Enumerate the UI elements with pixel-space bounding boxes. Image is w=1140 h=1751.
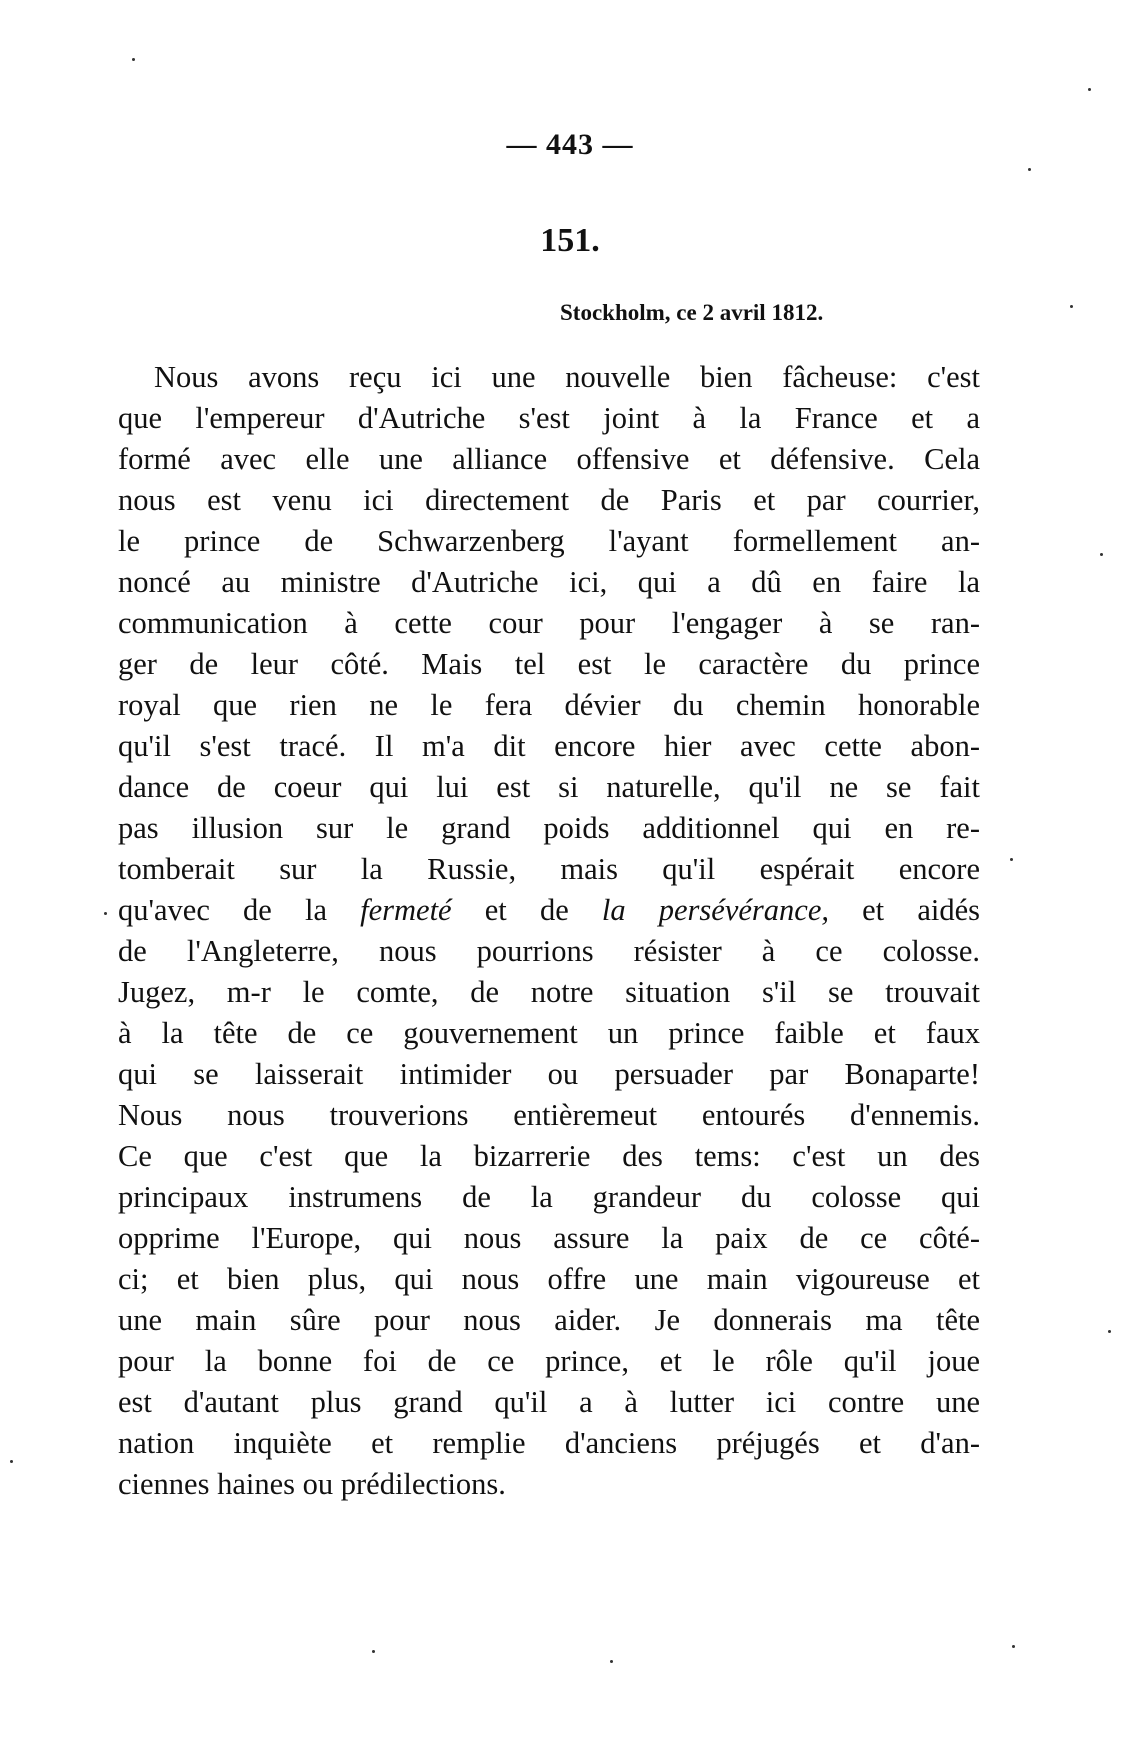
text-line: nous est venu ici directement de Paris et par courrier, [118,483,980,517]
text-line: pas illusion sur le grand poids additionnel qui en re- [118,811,980,845]
scan-speck [1108,1330,1111,1333]
scan-speck [1100,553,1103,556]
scan-speck [1010,858,1013,861]
page-number: — 443 — [506,128,634,161]
text-line: principaux instrumens de la grandeur du colosse qui [118,1180,980,1214]
text-line: royal que rien ne le fera dévier du chemin honorable [118,688,980,722]
text-line: pour la bonne foi de ce prince, et le rôle qu'il joue [118,1344,980,1378]
letter-body [118,357,980,1505]
text-line: formé avec elle une alliance offensive et défensive. Cela [118,442,980,476]
text-line: de l'Angleterre, nous pourrions résister à ce colosse. [118,934,980,968]
text-line: que l'empereur d'Autriche s'est joint à la France et a [118,401,980,435]
scan-speck [10,1460,13,1463]
text-line: tomberait sur la Russie, mais qu'il espérait encore [118,852,980,886]
letter-number: 151. [540,222,600,259]
italic-emphasis: fermeté [360,893,452,927]
text-line: communication à cette cour pour l'engager à se ran- [118,606,980,640]
text-line: ciennes haines ou prédilections. [118,1467,506,1501]
text-line-mixed [118,890,980,931]
scan-speck [1028,168,1031,171]
text-line: Jugez, m-r le comte, de notre situation s'il se trouvait [118,975,980,1009]
text-line: opprime l'Europe, qui nous assure la paix de ce côté- [118,1221,980,1255]
text-line: le prince de Schwarzenberg l'ayant formellement an- [118,524,980,558]
italic-emphasis: la persévérance, [601,893,829,927]
text-line: une main sûre pour nous aider. Je donnerais ma tête [118,1303,980,1337]
text-line: Nous nous trouverions entièremeut entourés d'ennemis. [118,1098,980,1132]
scan-speck [610,1660,613,1663]
text-line: ger de leur côté. Mais tel est le caractère du prince [118,647,980,681]
text-line: à la tête de ce gouvernement un prince faible et faux [118,1016,980,1050]
text-line: nation inquiète et remplie d'anciens préjugés et d'an- [118,1426,980,1460]
scan-speck [1070,305,1073,308]
text-line: Ce que c'est que la bizarrerie des tems: c'est un des [118,1139,980,1173]
scan-speck [1088,88,1091,91]
text-segment: qu'avec de la [118,893,361,927]
text-line: ci; et bien plus, qui nous offre une main vigoureuse et [118,1262,980,1296]
text-line: qu'il s'est tracé. Il m'a dit encore hier avec cette abon- [118,729,980,763]
scan-speck [104,912,107,915]
scan-speck [132,58,135,61]
scan-speck [372,1650,375,1653]
text-line: dance de coeur qui lui est si naturelle, qu'il ne se fait [118,770,980,804]
text-segment: et aidés [828,893,980,927]
text-line: noncé au ministre d'Autriche ici, qui a dû en faire la [118,565,980,599]
scan-speck [1012,1645,1015,1648]
text-line: Nous avons reçu ici une nouvelle bien fâcheuse: c'est [154,360,980,394]
text-line: qui se laisserait intimider ou persuader par Bonaparte! [118,1057,980,1091]
text-line: est d'autant plus grand qu'il a à lutter ici contre une [118,1385,980,1419]
text-segment: et de [451,893,602,927]
dateline: Stockholm, ce 2 avril 1812. [560,300,824,325]
